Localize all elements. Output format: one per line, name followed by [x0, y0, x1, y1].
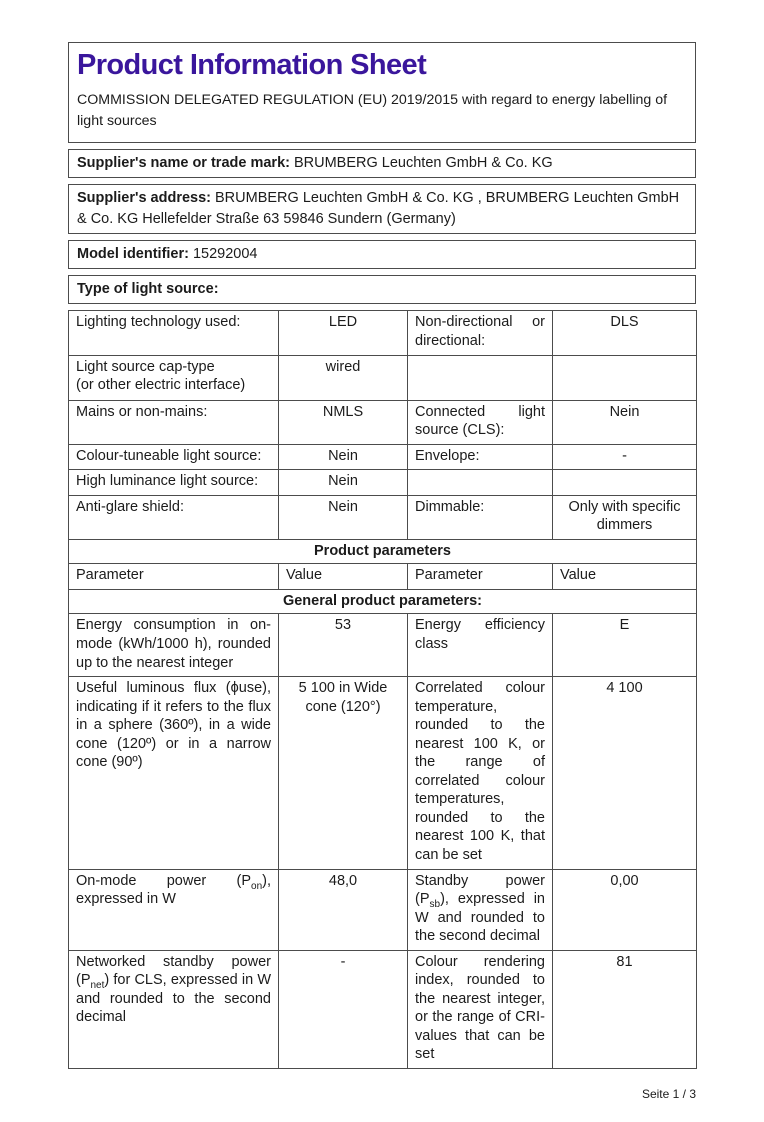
group-title: General product parameters:	[69, 589, 697, 614]
column-header: Parameter	[69, 564, 279, 590]
cell-parameter	[408, 355, 553, 400]
table-row	[69, 495, 697, 539]
cell-value: E	[553, 614, 697, 677]
type-of-light-source-label: Type of light source:	[77, 281, 219, 298]
table-row	[69, 311, 697, 355]
cell-parameter: Lighting technology used:	[69, 311, 279, 355]
table-row	[69, 950, 697, 1068]
cell-parameter: Useful luminous flux (ϕuse), indicating if it refers to the flux in a sphere (360º), in a wide cone (120º) or in a narrow cone (90º)	[69, 677, 279, 869]
cell-value: 5 100 in Wide cone (120°)	[279, 677, 408, 869]
column-header: Parameter	[408, 564, 553, 590]
cell-parameter: High luminance light source:	[69, 470, 279, 496]
cell-parameter: Mains or non-mains:	[69, 400, 279, 444]
table-row	[69, 470, 697, 496]
supplier-name-label: Supplier's name or trade mark:	[77, 154, 290, 171]
cell-parameter: On-mode power $(P_{on})$, expressed in W	[69, 869, 279, 950]
header-section	[68, 42, 696, 143]
section-title-row	[69, 539, 697, 564]
cell-value: -	[553, 444, 697, 470]
cell-parameter: Energy efficiency class	[408, 614, 553, 677]
cell-value: 4 100	[553, 677, 697, 869]
column-header: Value	[553, 564, 697, 590]
cell-value: 81	[553, 950, 697, 1068]
supplier-name-row	[68, 149, 696, 178]
regulation-subtitle: COMMISSION DELEGATED REGULATION (EU) 2019/2015 with regard to energy labelling of light sources	[77, 91, 668, 130]
table-row	[69, 400, 697, 444]
section-title: Product parameters	[69, 539, 697, 564]
supplier-address-row	[68, 184, 696, 234]
cell-value: DLS	[553, 311, 697, 355]
cell-value: 53	[279, 614, 408, 677]
cell-parameter: Correlated colour temperature, rounded to the nearest 100 K, or the range of correlated colour temperatures, rounded to the nearest 100 K, that can be set	[408, 677, 553, 869]
supplier-address-label: Supplier's address:	[77, 190, 211, 207]
cell-value: Nein	[279, 470, 408, 496]
product-information-sheet	[68, 42, 696, 1101]
cell-value: NMLS	[279, 400, 408, 444]
page-title: Product Information Sheet	[77, 49, 427, 81]
cell-value: wired	[279, 355, 408, 400]
supplier-address-value: BRUMBERG Leuchten GmbH & Co. KG , BRUMBERG Leuchten GmbH & Co. KG Hellefelder Straße 63 59846 Sundern (Germany)	[77, 190, 680, 227]
cell-parameter: Envelope:	[408, 444, 553, 470]
table-row	[69, 677, 697, 869]
table-row	[69, 355, 697, 400]
table-row	[69, 869, 697, 950]
column-header: Value	[279, 564, 408, 590]
cell-parameter: Colour-tuneable light source:	[69, 444, 279, 470]
group-title-row	[69, 589, 697, 614]
cell-parameter: Anti-glare shield:	[69, 495, 279, 539]
cell-value	[553, 470, 697, 496]
cell-parameter: Colour rendering index, rounded to the nearest integer, or the range of CRI-values that can be set	[408, 950, 553, 1068]
cell-parameter: Energy consumption in on-mode (kWh/1000 h), rounded up to the nearest integer	[69, 614, 279, 677]
model-identifier-value: 15292004	[192, 245, 258, 262]
column-header-row	[69, 564, 697, 590]
cell-value: Nein	[279, 495, 408, 539]
cell-value: Only with specific dimmers	[553, 495, 697, 539]
cell-parameter	[408, 470, 553, 496]
model-identifier-row	[68, 240, 696, 269]
cell-parameter: Light source cap-type (or other electric interface)	[69, 355, 279, 400]
cell-value: -	[279, 950, 408, 1068]
cell-value: LED	[279, 311, 408, 355]
cell-parameter: Connected light source (CLS):	[408, 400, 553, 444]
cell-parameter: Networked standby power $(P_{net})$ for CLS, expressed in W and rounded to the second decimal	[69, 950, 279, 1068]
supplier-name-value: BRUMBERG Leuchten GmbH & Co. KG	[293, 154, 553, 171]
model-identifier-label: Model identifier:	[77, 245, 189, 262]
parameters-table	[68, 310, 697, 1069]
type-of-light-source-row	[68, 275, 696, 304]
cell-value: 0,00	[553, 869, 697, 950]
cell-parameter: Standby power $(P_{sb})$, expressed in W and rounded to the second decimal	[408, 869, 553, 950]
cell-parameter: Non-directional or directional:	[408, 311, 553, 355]
cell-value: Nein	[553, 400, 697, 444]
table-row	[69, 614, 697, 677]
cell-parameter: Dimmable:	[408, 495, 553, 539]
cell-value: Nein	[279, 444, 408, 470]
cell-value	[553, 355, 697, 400]
page-number: Seite 1 / 3	[641, 1087, 696, 1102]
table-row	[69, 444, 697, 470]
cell-value: 48,0	[279, 869, 408, 950]
